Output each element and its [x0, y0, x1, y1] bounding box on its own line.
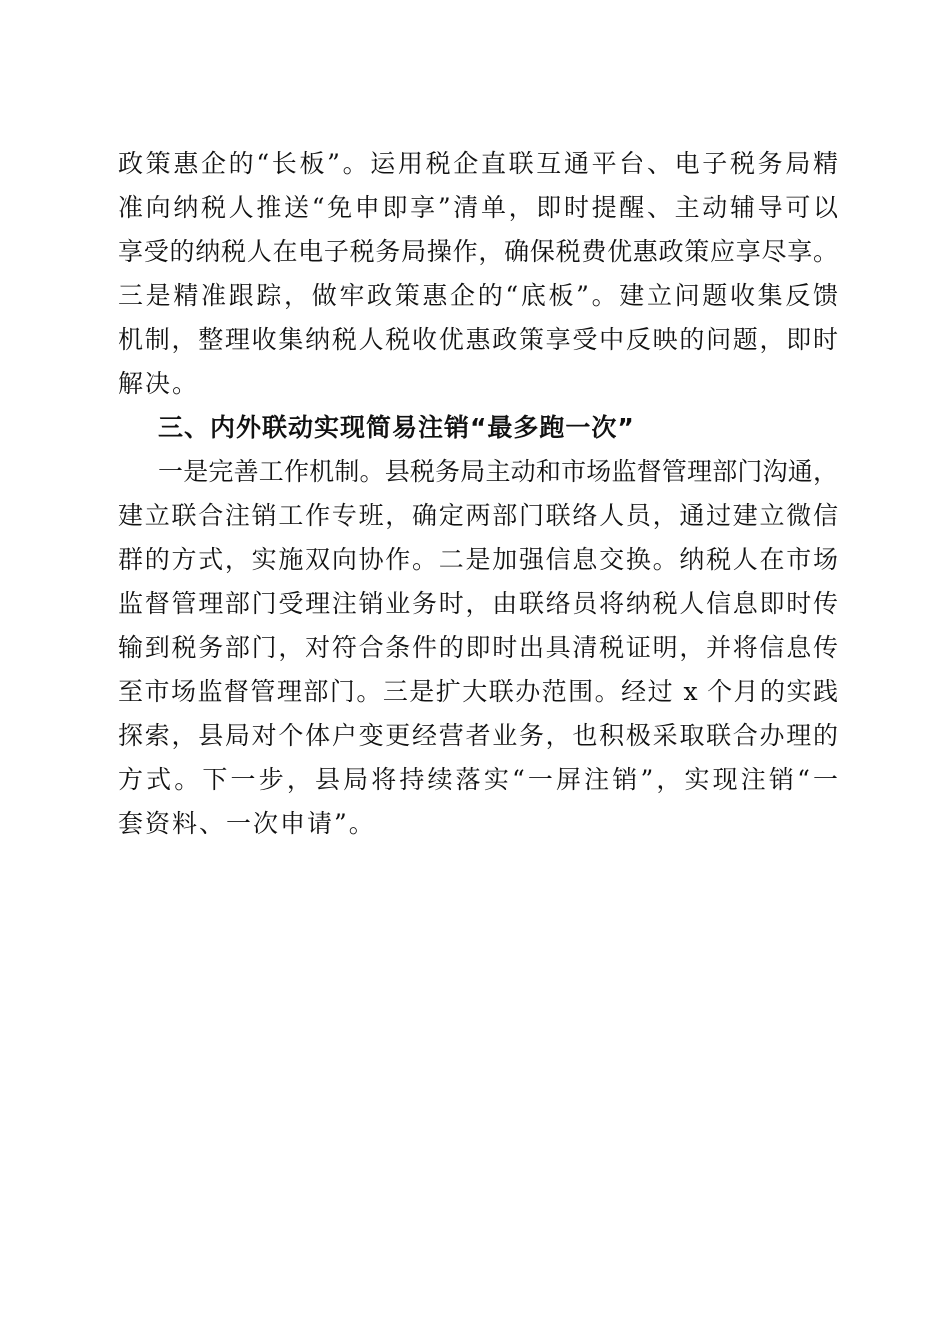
text-line: 套资料、一次申请”。: [118, 809, 376, 838]
text-line: 享受的纳税人在电子税务局操作，确保税费优惠政策应享尽享。: [118, 237, 838, 266]
text-line: 群的方式，实施双向协作。二是加强信息交换。纳税人在市场: [118, 545, 838, 574]
text-line: 至市场监督管理部门。三是扩大联办范围。经过 x 个月的实践: [118, 677, 838, 706]
text-line: 建立联合注销工作专班，确定两部门联络人员，通过建立微信: [118, 501, 838, 530]
text-line: 输到税务部门，对符合条件的即时出具清税证明，并将信息传: [118, 633, 838, 662]
text-line: 方式。下一步，县局将持续落实“一屏注销”，实现注销“一: [118, 765, 838, 794]
section-heading: 三、内外联动实现简易注销“最多跑一次”: [158, 413, 635, 442]
paragraph-policy-benefits: [118, 142, 838, 406]
text-line: 探索，县局对个体户变更经营者业务，也积极采取联合办理的: [118, 721, 838, 750]
text-line: 准向纳税人推送“免申即享”清单，即时提醒、主动辅导可以: [118, 193, 838, 222]
text-line: 解决。: [118, 369, 200, 398]
text-line: 一是完善工作机制。县税务局主动和市场监督管理部门沟通，: [158, 457, 838, 486]
paragraph-joint-deregistration: [118, 450, 838, 846]
document-body: [118, 142, 838, 846]
text-line: 监督管理部门受理注销业务时，由联络员将纳税人信息即时传: [118, 589, 838, 618]
text-line: 政策惠企的“长板”。运用税企直联互通平台、电子税务局精: [118, 149, 838, 178]
text-line: 机制，整理收集纳税人税收优惠政策享受中反映的问题，即时: [118, 325, 838, 354]
text-line: 三是精准跟踪，做牢政策惠企的“底板”。建立问题收集反馈: [118, 281, 838, 310]
